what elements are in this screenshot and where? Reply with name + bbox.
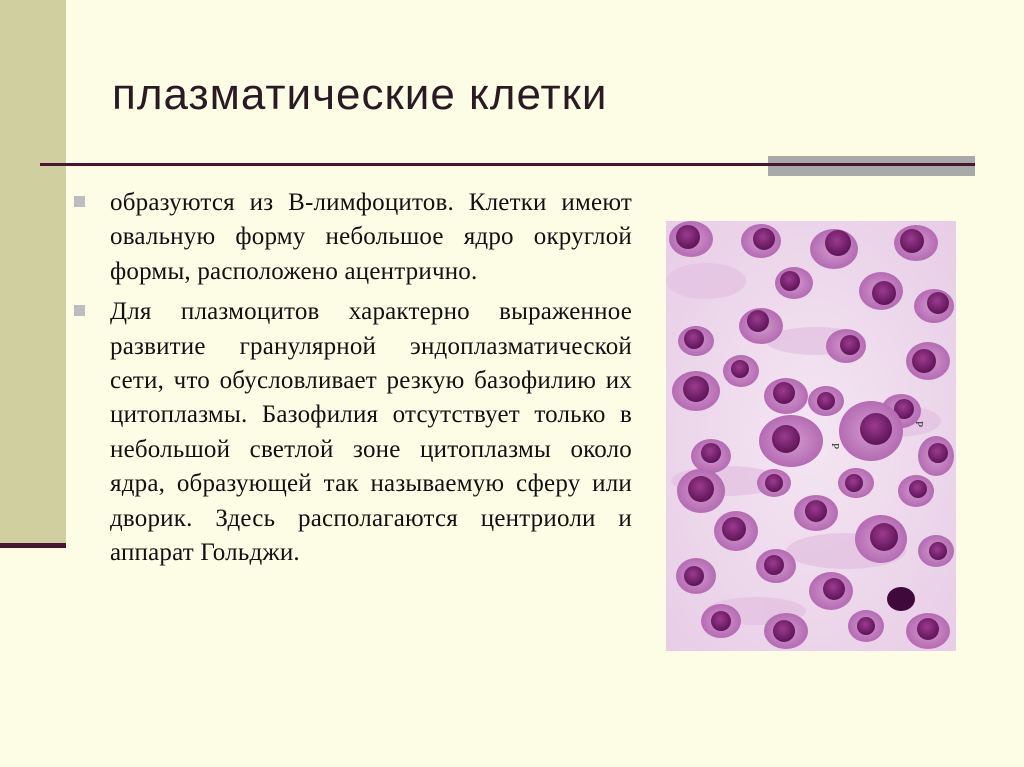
title-rule-bar: [768, 156, 975, 176]
left-accent-band: [0, 0, 66, 548]
slide-title: плазматические клетки: [112, 70, 608, 119]
left-accent-band-edge: [0, 543, 66, 548]
square-bullet-icon: [74, 196, 85, 207]
micrograph-image: [666, 221, 956, 651]
bullet-item: [72, 295, 632, 570]
title-rule-bar-line: [768, 163, 975, 166]
micrograph-label-p: P: [829, 443, 841, 450]
bullet-text: Для плазмоцитов характерно выраженное развитие гранулярной эндоплазматической сети, что обусловливает резкую базофилию их цитоплазмы. Базофилия отсутствует только в небольшой светлой зоне цитоплазмы около ядра, образующей так называемую сферу или дворик. Здесь располагаются центриоли и аппарат Гольджи.: [110, 298, 632, 567]
square-bullet-icon: [74, 305, 85, 316]
bullet-list: [72, 186, 632, 576]
bullet-item: [72, 186, 632, 289]
plasma-cells-micrograph: [666, 221, 956, 651]
bullet-text: образуются из В-лимфоцитов. Клетки имеют овальную форму небольшое ядро округлой формы, расположено ацентрично.: [110, 189, 632, 285]
micrograph-label-p: P: [913, 421, 925, 428]
